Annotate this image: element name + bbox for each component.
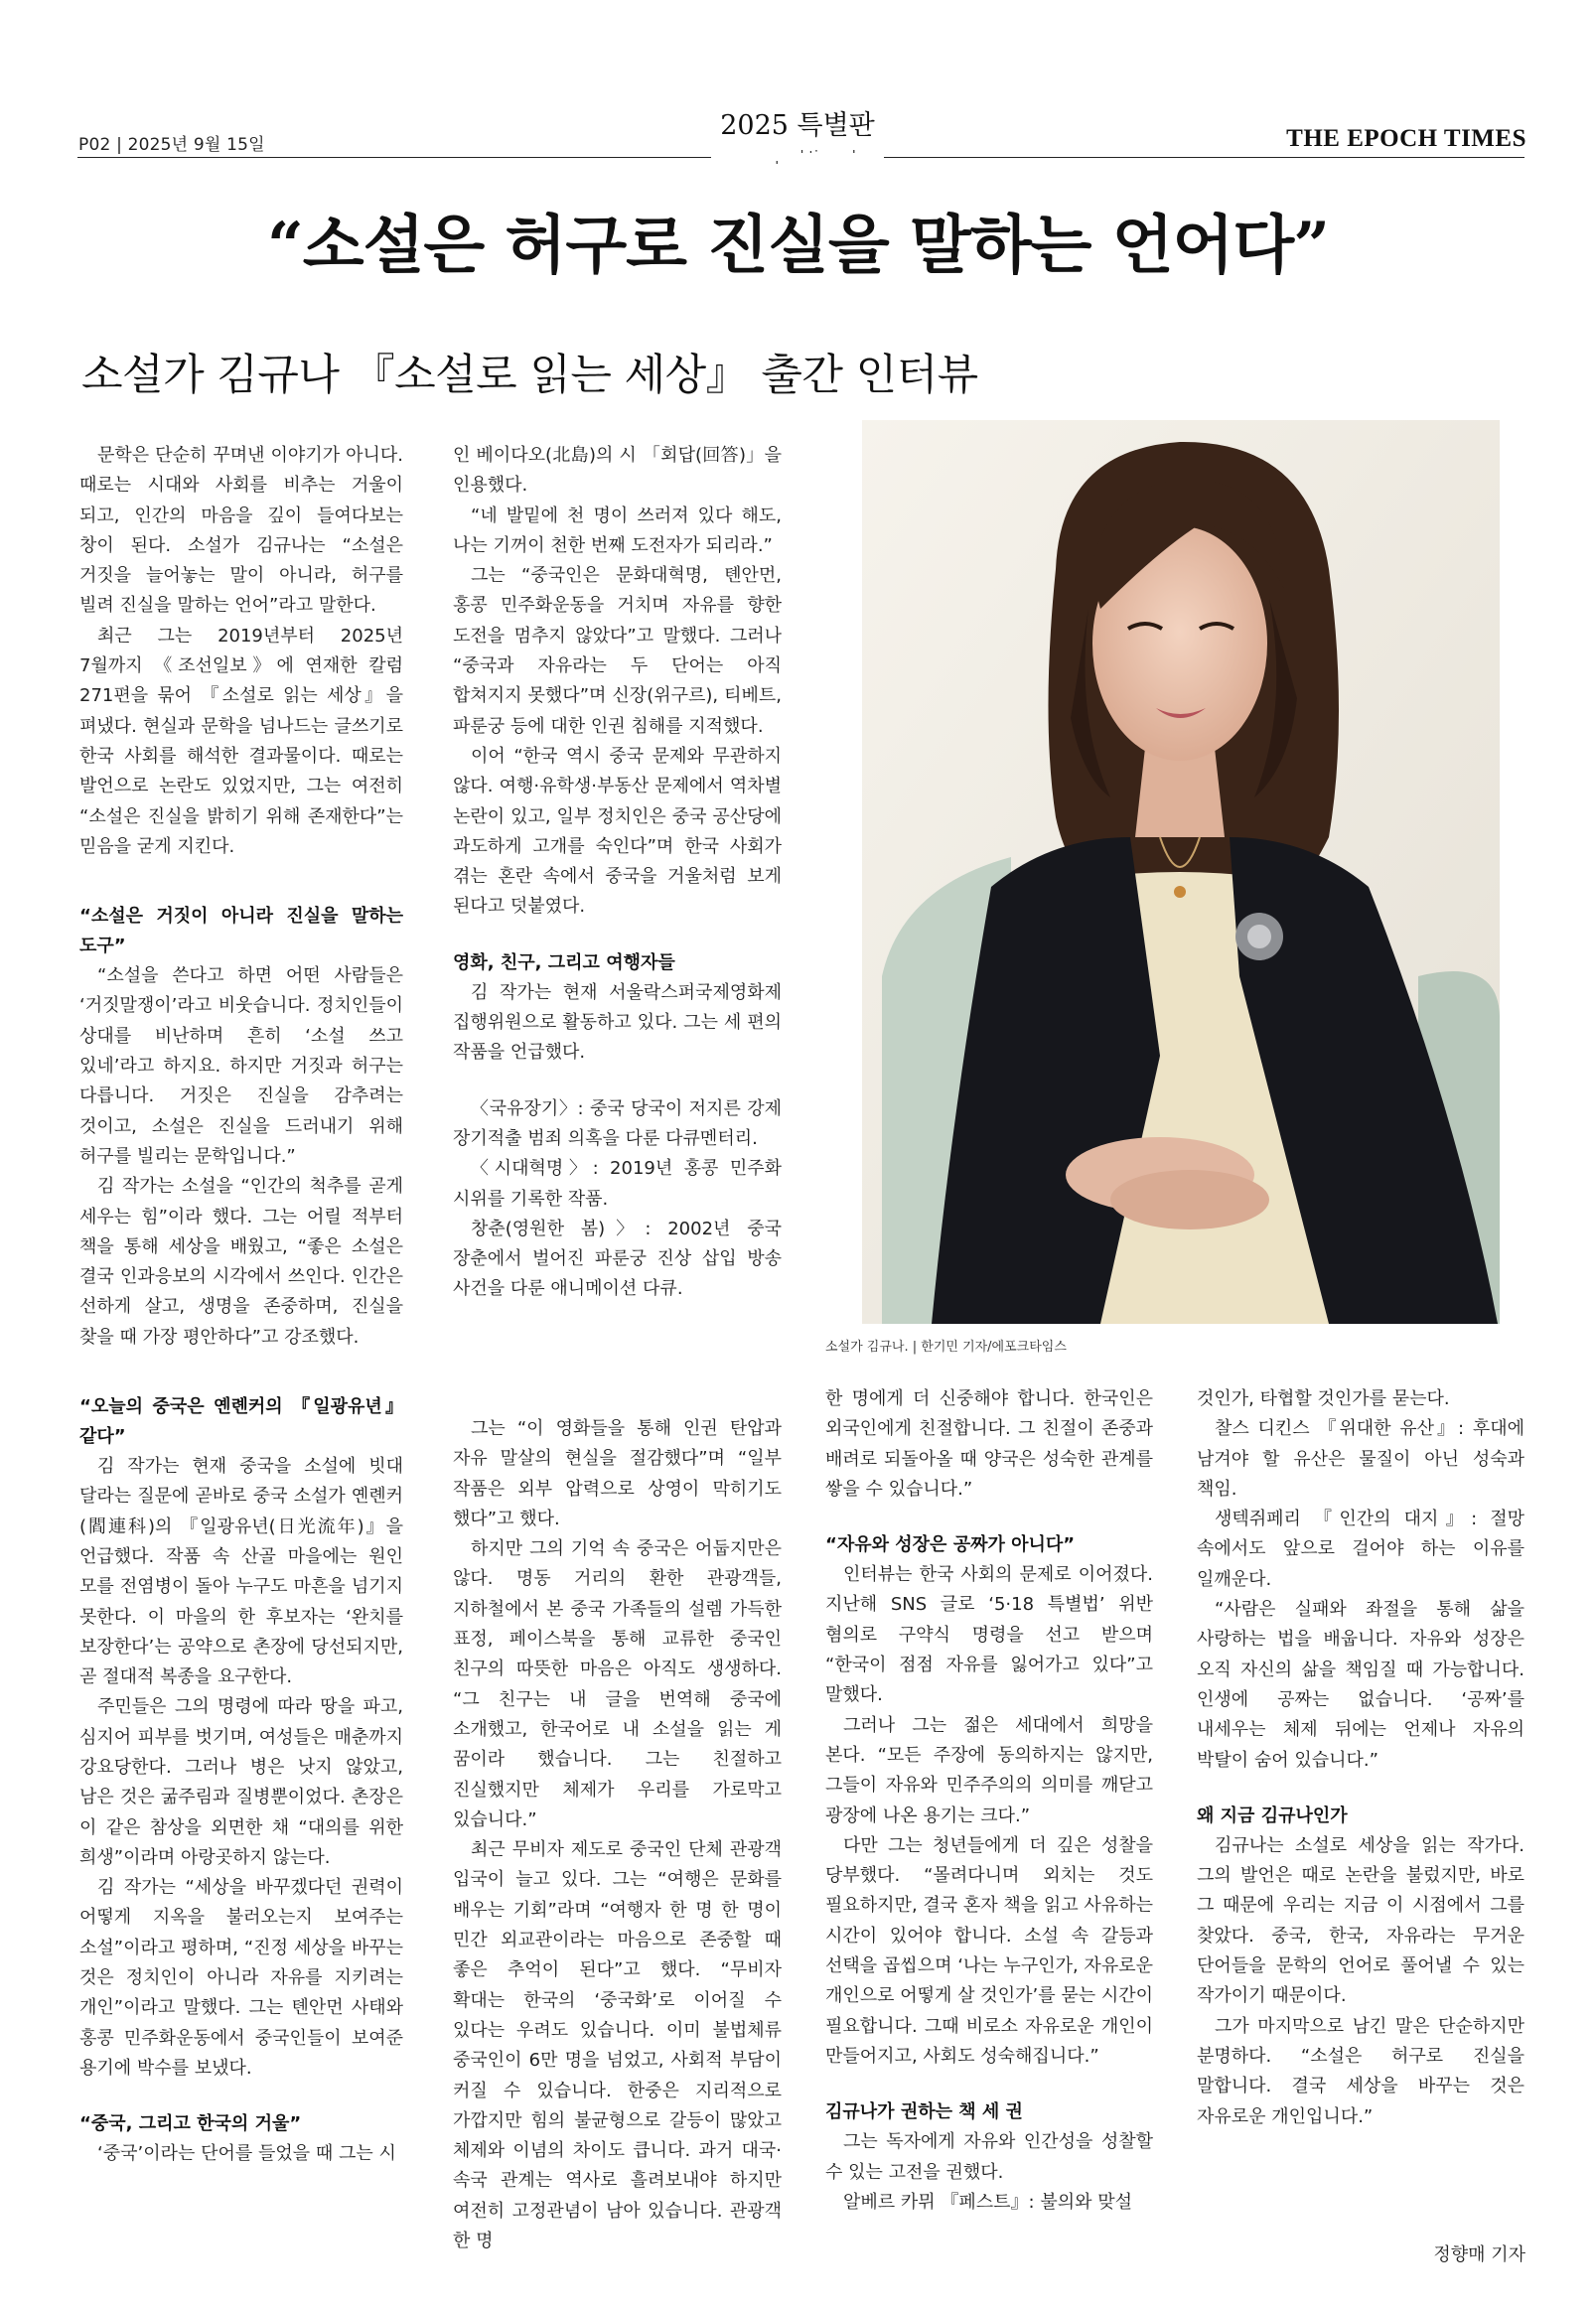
article-column-4 xyxy=(1197,1384,1524,2132)
paragraph: 그는 “이 영화들을 통해 인권 탄압과 자유 말살의 현실을 절감했다”며 “일부 작품은 외부 압력으로 상영이 막히기도 했다”고 했다. xyxy=(453,1418,782,1529)
paragraph: 문학은 단순히 꾸며낸 이야기가 아니다. 때로는 시대와 사회를 비추는 거울이 되고, 인간의 마음을 깊이 들여다보는 창이 된다. 소설가 김규나는 “소설은 거짓을 늘어놓는 말이 아니라, 허구를 빌려 진실을 말하는 언어”라고 말한다. xyxy=(79,445,403,617)
paragraph: 하지만 그의 기억 속 중국은 어둡지만은 않다. 명동 거리의 환한 관광객들, 지하철에서 본 중국 가족들의 설렘 가득한 표정, 페이스북을 통해 교류한 중국인 친구의 따뜻한 마음은 아직도 생생하다. “그 친구는 내 글을 번역해 중국에 소개했고, 한국어로 내 소설을 읽는 게 꿈이라 했습니다. 그는 친절하고 진실했지만 체제가 우리를 가로막고 있습니다.” xyxy=(453,1538,782,1830)
paragraph: 한 명에게 더 신중해야 합니다. 한국인은 외국인에게 친절합니다. 그 친절이 존중과 배려로 되돌아올 때 양국은 성숙한 관계를 쌓을 수 있습니다.” xyxy=(825,1388,1153,1500)
paragraph: 김 작가는 현재 서울락스퍼국제영화제 집행위원으로 활동하고 있다. 그는 세 편의 작품을 언급했다. xyxy=(453,981,782,1064)
subheadline: 소설가 김규나 『소설로 읽는 세상』 출간 인터뷰 xyxy=(81,351,978,400)
paragraph: “네 발밑에 천 명이 쓰러져 있다 해도, 나는 기꺼이 천한 번째 도전자가 되리라.” xyxy=(453,505,782,556)
paragraph: 다만 그는 청년들에게 더 깊은 성찰을 당부했다. “몰려다니며 외치는 것도 필요하지만, 결국 혼자 책을 읽고 사유하는 시간이 있어야 합니다. 소설 속 갈등과 선택을 곱씹으며 ‘나는 누구인가, 자유로운 개인으로 어떻게 살 것인가’를 묻는 시간이 필요합니다. 그때 비로소 자유로운 개인이 만들어지고, 사회도 성숙해집니다.” xyxy=(825,1834,1153,2067)
paragraph: 김규나는 소설로 세상을 읽는 작가다. 그의 발언은 때로 논란을 불렀지만, 바로 그 때문에 우리는 지금 이 시점에서 그를 찾았다. 중국, 한국, 자유라는 무거운 단어들을 문학의 언어로 풀어낼 수 있는 작가이기 때문이다. xyxy=(1197,1834,1524,2007)
paragraph: 것인가, 타협할 것인가를 묻는다. xyxy=(1197,1388,1450,1409)
paragraph: 그는 독자에게 자유와 인간성을 성찰할 수 있는 고전을 권했다. xyxy=(825,2131,1153,2183)
author-photo-illustration xyxy=(862,420,1500,1324)
paragraph: 최근 무비자 제도로 중국인 단체 관광객 입국이 늘고 있다. 그는 “여행은 문화를 배우는 기회”라며 “여행자 한 명 한 명이 민간 외교관이라는 마음으로 존중할 때 좋은 추억이 된다”고 했다. “무비자 확대는 한국의 ‘중국화’로 이어질 수 있다는 우려도 있습니다. 이미 불법체류 중국인이 6만 명을 넘었고, 사회적 부담이 커질 수 있습니다. 한중은 지리적으로 가깝지만 힘의 불균형으로 갈등이 많았고 체제와 이념의 차이도 큽니다. 과거 대국·속국 관계는 역사로 흘려보내야 하지만 여전히 고정관념이 남아 있습니다. 관광객 한 명 xyxy=(453,1839,782,2252)
paragraph: 주민들은 그의 명령에 따라 땅을 파고, 심지어 피부를 벗기며, 여성들은 매춘까지 강요당한다. 그러나 병은 낫지 않았고, 남은 것은 굶주림과 질병뿐이었다. 촌장은 이 같은 참상을 외면한 채 “대의를 위한 희생”이라며 아랑곳하지 않는다. xyxy=(79,1696,403,1868)
paragraph: “사람은 실패와 좌절을 통해 삶을 사랑하는 법을 배웁니다. 자유와 성장은 오직 자신의 삶을 책임질 때 가능합니다. 인생에 공짜는 없습니다. ‘공짜’를 내세우는 체제 뒤에는 언제나 자유의 박탈이 숨어 있습니다.” xyxy=(1197,1599,1524,1771)
paragraph: 알베르 카뮈 『페스트』: 불의와 맞설 xyxy=(843,2191,1132,2213)
section-heading: “중국, 그리고 한국의 거울” xyxy=(79,2113,302,2135)
paragraph: 그가 마지막으로 남긴 말은 단순하지만 분명하다. “소설은 허구로 진실을 말합니다. 결국 세상을 바꾸는 것은 자유로운 개인입니다.” xyxy=(1197,2015,1524,2127)
photo-caption: 소설가 김규나. | 한기민 기자/에포크타임스 xyxy=(825,1340,1067,1355)
paragraph: “소설을 쓴다고 하면 어떤 사람들은 ‘거짓말쟁이’라고 비웃습니다. 정치인들이 상대를 비난하며 흔히 ‘소설 쓰고 있네’라고 하지요. 하지만 거짓과 허구는 다릅니다. 거짓은 진실을 감추려는 것이고, 소설은 진실을 드러내기 위해 허구를 빌리는 문학입니다.” xyxy=(79,965,403,1167)
edition-title: 2025 특별판 xyxy=(720,110,875,141)
paragraph: 생텍쥐페리 『인간의 대지』: 절망 속에서도 앞으로 걸어야 하는 이유를 일깨운다. xyxy=(1197,1509,1524,1590)
section-heading: “자유와 성장은 공짜가 아니다” xyxy=(825,1534,1076,1556)
section-heading: 왜 지금 김규나인가 xyxy=(1197,1805,1348,1826)
paragraph: 〈국유장기〉: 중국 당국이 저지른 강제 장기적출 범죄 의혹을 다룬 다큐멘터리. xyxy=(453,1097,782,1149)
byline: 정향매 기자 xyxy=(1433,2244,1525,2265)
section-heading: 영화, 친구, 그리고 여행자들 xyxy=(453,951,675,973)
section-heading: “오늘의 중국은 옌롄커의 『일광유년』 같다” xyxy=(79,1396,403,1448)
masthead-rule-gap xyxy=(711,153,884,161)
section-heading: “소설은 거짓이 아니라 진실을 말하는 도구” xyxy=(79,906,403,957)
paragraph: 찰스 디킨스 『위대한 유산』: 후대에 남겨야 할 유산은 물질이 아닌 성숙과 책임. xyxy=(1197,1418,1524,1500)
article-column-2-lower xyxy=(453,1414,782,2256)
paragraph: 〈시대혁명〉: 2019년 홍콩 민주화 시위를 기록한 작품. xyxy=(453,1158,782,1210)
paragraph: ‘중국’이라는 단어를 들었을 때 그는 시 xyxy=(97,2143,396,2165)
article-column-3 xyxy=(825,1384,1153,2218)
paragraph: 최근 그는 2019년부터 2025년 7월까지 《조선일보》에 연재한 칼럼 271편을 묶어 『소설로 읽는 세상』을 펴냈다. 현실과 문학을 넘나드는 글쓰기로 한국 사회를 해석한 결과물이다. 때로는 발언으로 논란도 있었지만, 그는 여전히 “소설은 진실을 밝히기 위해 존재한다”는 믿음을 굳게 지킨다. xyxy=(79,625,403,857)
paragraph: 이어 “한국 역시 중국 문제와 무관하지 않다. 여행·유학생·부동산 문제에서 역차별 논란이 있고, 일부 정치인은 중국 공산당에 과도하게 고개를 숙인다”며 한국 사회가 겪는 혼란 속에서 중국을 거울처럼 보게 된다고 덧붙였다. xyxy=(453,745,782,918)
section-heading: 김규나가 권하는 책 세 권 xyxy=(825,2101,1023,2123)
paragraph: 김 작가는 현재 중국을 소설에 빗대 달라는 질문에 곧바로 중국 소설가 옌롄커(閻連科)의 『일광유년(日光流年)』을 언급했다. 작품 속 산골 마을에는 원인 모를 전염병이 돌아 누구도 마흔을 넘기지 못한다. 이 마을의 한 후보자는 ‘완치를 보장한다’는 공약으로 촌장에 당선되지만, 곧 절대적 복종을 요구한다. xyxy=(79,1456,403,1688)
paragraph: 김 작가는 “세상을 바꾸겠다던 권력이 어떻게 지옥을 불러오는지 보여주는 소설”이라고 평하며, “진정 세상을 바꾸는 것은 정치인이 아니라 자유를 지키려는 개인”이라고 말했다. 그는 톈안먼 사태와 홍콩 민주화운동에서 중국인들이 보여준 용기에 박수를 보냈다. xyxy=(79,1877,403,2079)
headline: “소설은 허구로 진실을 말하는 언어다” xyxy=(266,209,1330,283)
paragraph: 창춘(영원한 봄)〉: 2002년 중국 장춘에서 벌어진 파룬궁 진상 삽입 방송 사건을 다룬 애니메이션 다큐. xyxy=(453,1218,782,1300)
paragraph: 김 작가는 소설을 “인간의 척추를 곧게 세우는 힘”이라 했다. 그는 어릴 적부터 책을 통해 세상을 배웠고, “좋은 소설은 결국 인과응보의 시각에서 쓰인다. 인간은 선하게 살고, 생명을 존중하며, 진실을 찾을 때 가장 평안하다”고 강조했다. xyxy=(79,1176,403,1348)
article-column-1 xyxy=(79,441,403,2170)
article-column-2 xyxy=(453,441,782,1305)
paragraph: 그러나 그는 젊은 세대에서 희망을 본다. “모든 주장에 동의하지는 않지만, 그들이 자유와 민주주의의 의미를 깨닫고 광장에 나온 용기는 크다.” xyxy=(825,1714,1153,1826)
paragraph: 인 베이다오(北島)의 시 「회답(回答)」을 인용했다. xyxy=(453,445,782,497)
page-date-label: P02 | 2025년 9월 15일 xyxy=(78,135,265,155)
paragraph: 그는 “중국인은 문화대혁명, 톈안먼, 홍콩 민주화운동을 거치며 자유를 향한 도전을 멈추지 않았다”고 말했다. 그러나 “중국과 자유라는 두 단어는 아직 합쳐지지 못했다”며 신장(위구르), 티베트, 파룬궁 등에 대한 인권 침해를 지적했다. xyxy=(453,565,782,737)
paragraph: 인터뷰는 한국 사회의 문제로 이어졌다. 지난해 SNS 글로 ‘5·18 특별법’ 위반 혐의로 구약식 명령을 선고 받으며 “한국이 점점 자유를 잃어가고 있다”고 말했다. xyxy=(825,1564,1153,1706)
author-photo xyxy=(862,420,1500,1324)
brand-logo: THE EPOCH TIMES xyxy=(1286,125,1526,152)
